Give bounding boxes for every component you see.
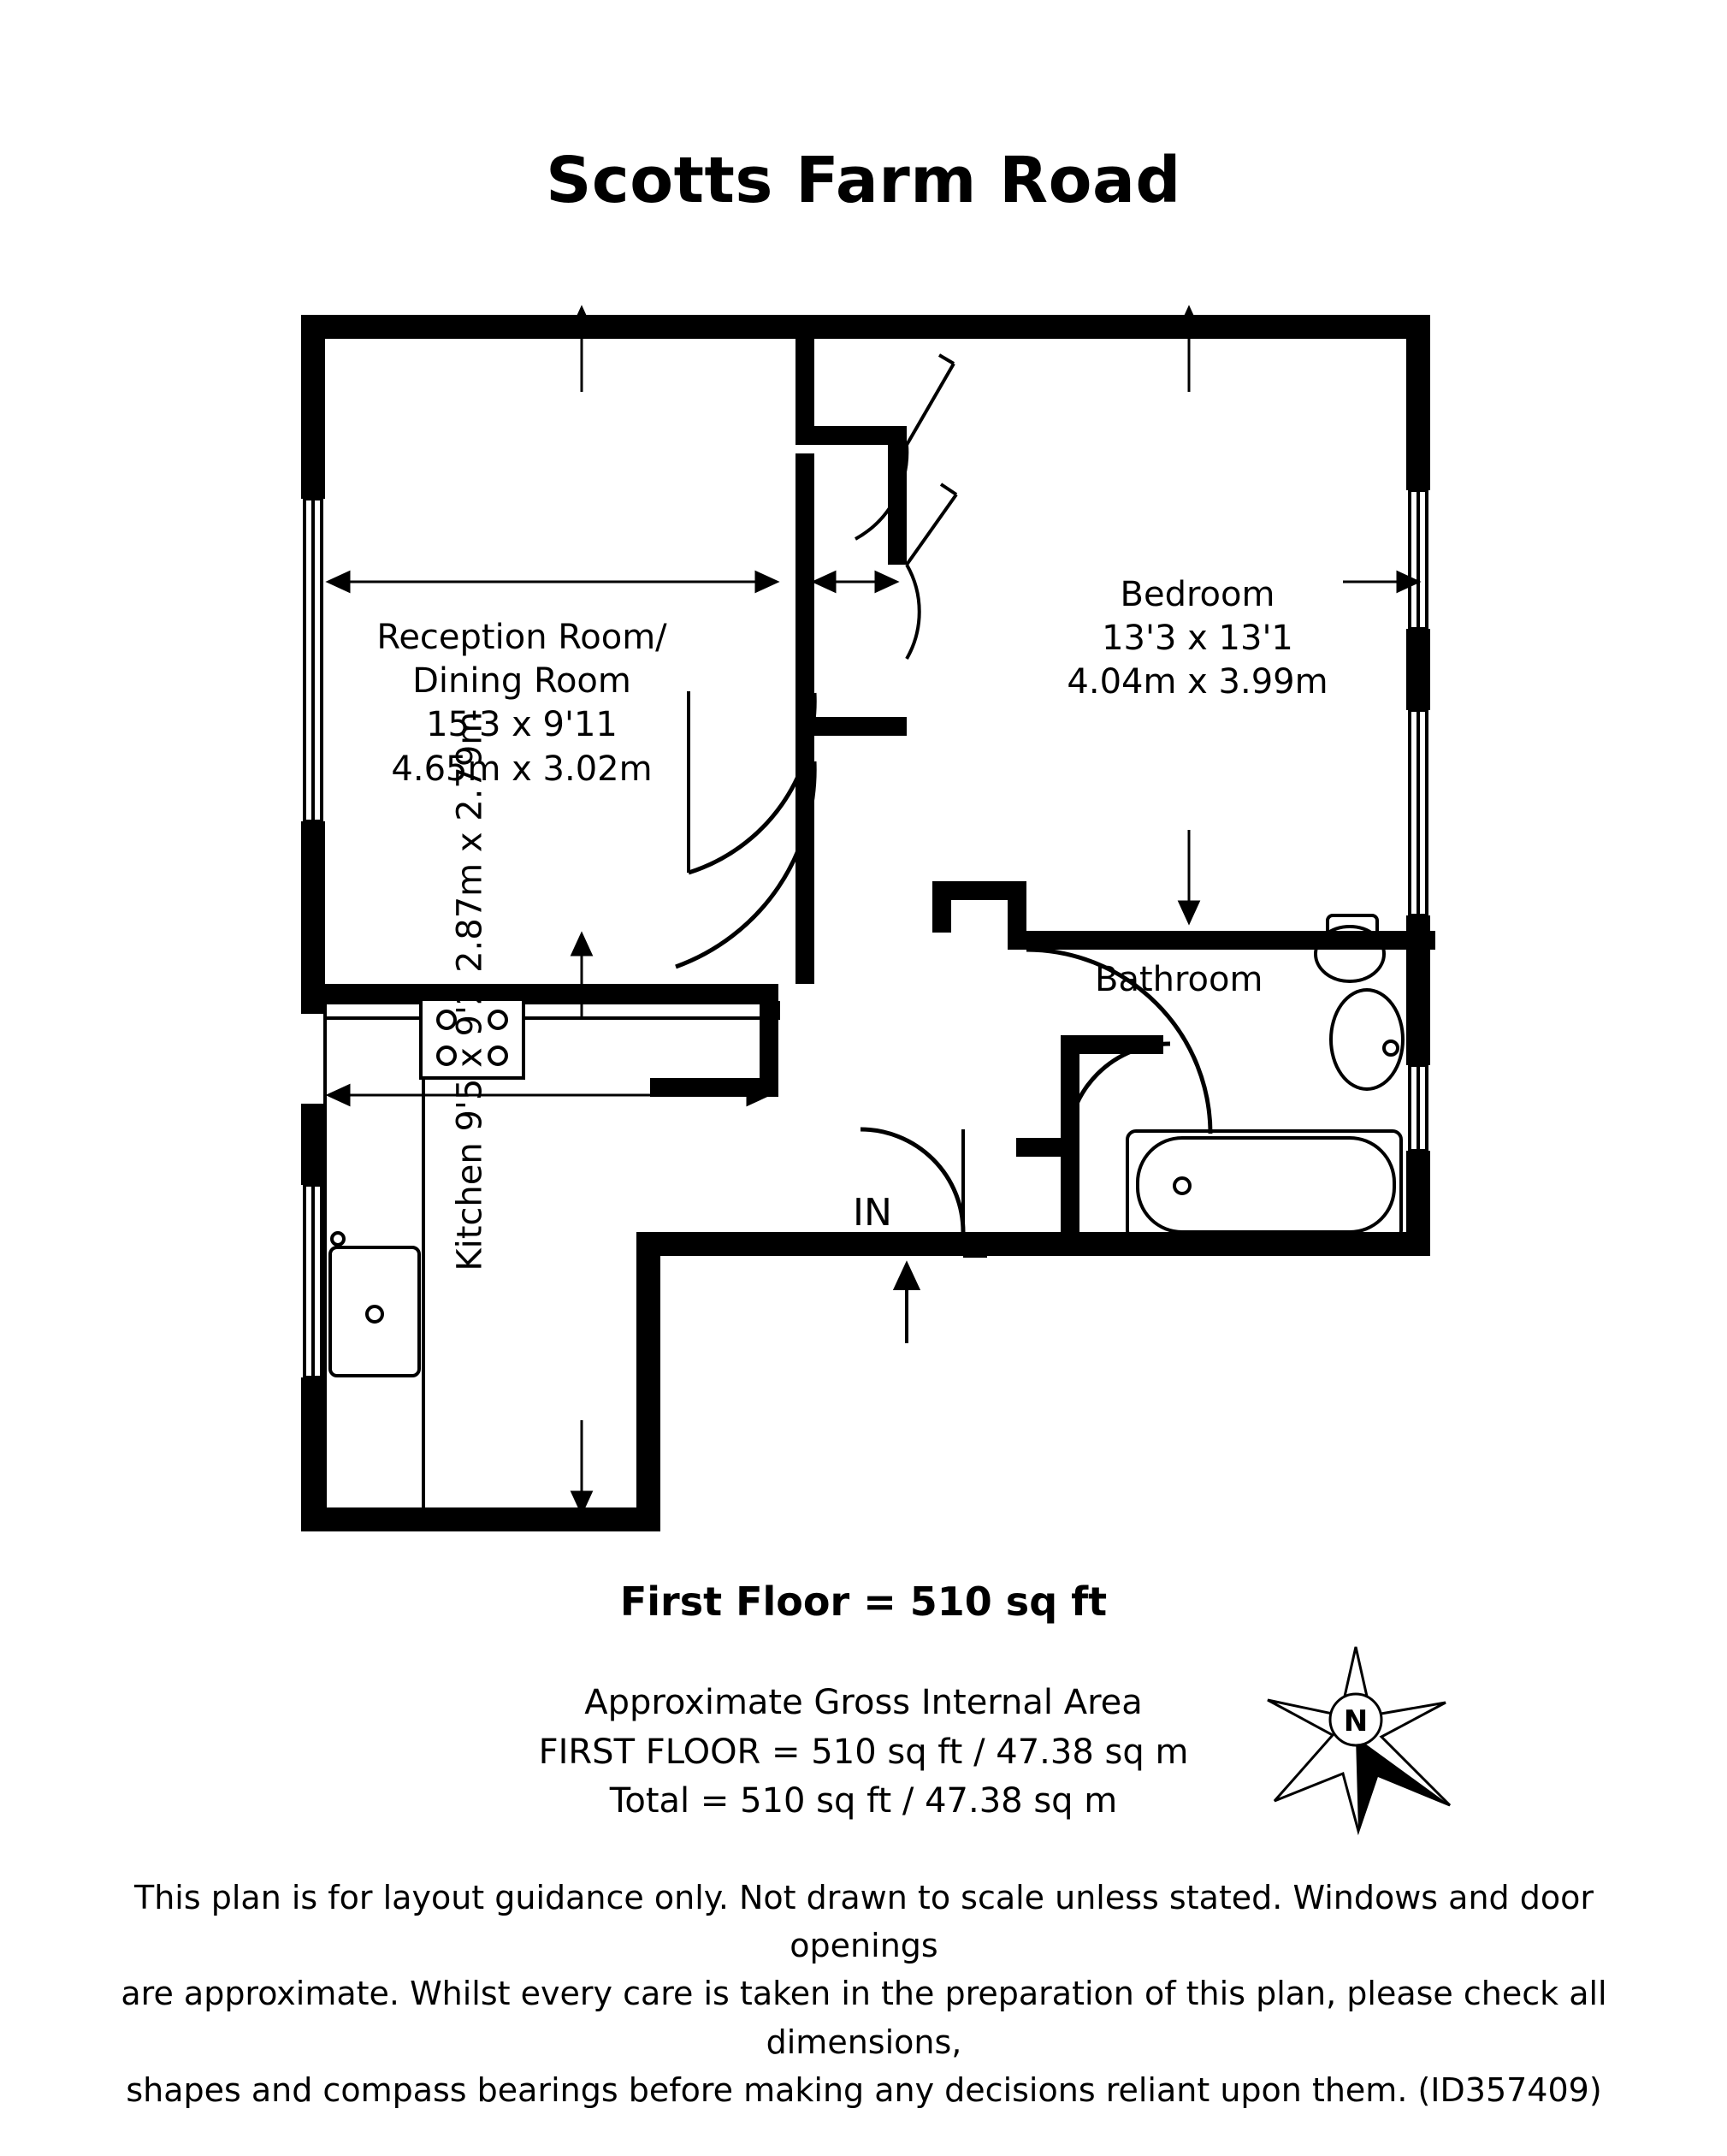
page-title: Scotts Farm Road — [546, 144, 1181, 217]
floor-total-label: First Floor = 510 sq ft — [619, 1578, 1108, 1625]
disclaimer-line-1: This plan is for layout guidance only. Not drawn to scale unless stated. Windows and door openings — [134, 1879, 1594, 1965]
disclaimer-line-3: shapes and compass bearings before making any decisions reliant upon them. (ID357409) — [126, 2070, 1602, 2109]
area-first-floor: FIRST FLOOR = 510 sq ft / 47.38 sq m — [538, 1732, 1189, 1772]
compass-label: N — [1343, 1704, 1369, 1738]
entrance-arrow-icon — [896, 1265, 918, 1343]
area-heading: Approximate Gross Internal Area — [584, 1683, 1143, 1722]
compass-north-icon — [1257, 1638, 1454, 1835]
bedroom-imperial: 13'3 x 13'1 — [1102, 619, 1293, 659]
dimension-arrows — [328, 308, 1418, 1513]
kitchen-name: Kitchen — [450, 1142, 490, 1271]
bathroom-name: Bathroom — [1095, 960, 1263, 999]
reception-imperial: 15'3 x 9'11 — [426, 705, 618, 745]
kitchen-metric: 2.87m x 2.79m — [450, 711, 490, 973]
disclaimer-line-2: are approximate. Whilst every care is taken in the preparation of this plan, please check all dimensions, — [121, 1975, 1607, 2061]
disclaimer-text — [90, 1874, 1638, 2114]
room-label-reception — [257, 616, 787, 791]
area-total: Total = 510 sq ft / 47.38 sq m — [609, 1781, 1118, 1821]
floorplan-drawing — [0, 282, 1727, 1566]
room-label-bedroom — [932, 573, 1463, 705]
area-summary — [0, 1679, 1727, 1827]
reception-metric: 4.65m x 3.02m — [391, 749, 653, 789]
kitchen-imperial: 9'5 x 9'2 — [450, 983, 490, 1132]
reception-name-line1: Reception Room/ — [376, 618, 667, 657]
room-label-bathroom — [1095, 958, 1454, 1002]
entrance-label: IN — [853, 1191, 892, 1235]
reception-name-line2: Dining Room — [412, 661, 631, 702]
bedroom-metric: 4.04m x 3.99m — [1067, 662, 1328, 702]
bedroom-name: Bedroom — [1120, 575, 1275, 614]
